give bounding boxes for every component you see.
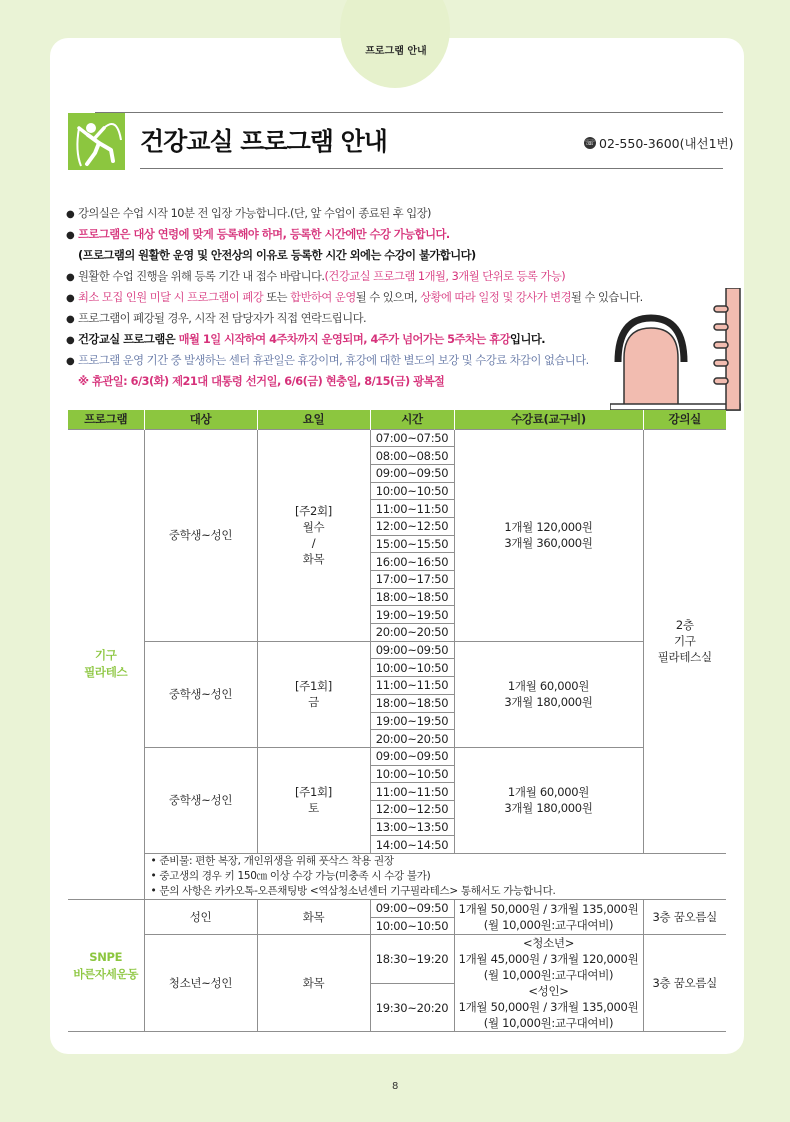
- time-cell: 16:00~16:50: [370, 553, 454, 571]
- time-cell: 17:00~17:50: [370, 571, 454, 589]
- phone-icon: ☏: [584, 138, 595, 147]
- header-target: 대상: [144, 410, 257, 429]
- room-cell: 3층 꿈오름실: [643, 900, 726, 935]
- bullet-icon: ●: [66, 335, 75, 346]
- notice-item: [66, 248, 726, 269]
- target-cell: 중학생~성인: [144, 641, 257, 747]
- notice-text: 프로그램이 폐강될 경우, 시작 전 담당자가 직접 연락드립니다.: [78, 312, 367, 325]
- program-pilates: [68, 429, 144, 900]
- notice-text: 건강교실 프로그램은: [78, 333, 179, 346]
- notice-text: 최소 모집 인원 미달 시 프로그램이 폐강: [78, 291, 264, 304]
- text-line: /: [311, 536, 316, 551]
- text-line: 3개월 180,000원: [504, 801, 593, 816]
- bullet-icon: ●: [66, 293, 75, 304]
- text-line: 1개월 120,000원: [504, 520, 593, 535]
- time-cell: 14:00~14:50: [370, 836, 454, 854]
- header-days: 요일: [257, 410, 370, 429]
- time-cell: 09:00~09:50: [370, 900, 454, 918]
- notice-text: 될 수 있습니다.: [571, 291, 643, 304]
- text-line: [주1회]: [294, 785, 332, 800]
- time-cell: 12:00~12:50: [370, 800, 454, 818]
- header-room: 강의실: [643, 410, 726, 429]
- phone-number: 02-550-3600(내선1번): [599, 136, 734, 151]
- notice-text: (건강교실 프로그램 1개월, 3개월 단위로 등록 가능): [324, 270, 566, 283]
- text-line: • 준비물: 편한 복장, 개인위생을 위해 풋삭스 착용 권장: [150, 855, 394, 867]
- time-cell: 09:00~09:50: [370, 464, 454, 482]
- time-cell: 19:00~19:50: [370, 712, 454, 730]
- notice-item: [66, 269, 726, 290]
- table-row: [68, 900, 726, 918]
- footnote-row: [68, 854, 726, 900]
- notice-text: 될 수 있으며,: [355, 291, 421, 304]
- notice-text: 상황에 따라 일정 및 강사가 변경: [420, 291, 572, 304]
- schedule-table: [68, 410, 726, 1032]
- fee-cell: [454, 900, 643, 935]
- text-line: 1개월 50,000원 / 3개월 135,000원: [458, 1000, 639, 1015]
- days-cell: 화목: [257, 935, 370, 1032]
- time-cell: 12:00~12:50: [370, 517, 454, 535]
- text-line: 필라테스실: [657, 650, 712, 665]
- text-line: 금: [308, 695, 319, 710]
- text-line: 월수: [302, 520, 325, 535]
- pilates-footnotes: [144, 854, 726, 900]
- bullet-icon: ●: [66, 314, 75, 325]
- bullet-icon: ●: [66, 230, 75, 241]
- notice-item: [66, 227, 726, 248]
- text-line: 바른자세운동: [73, 966, 139, 981]
- header-program: 프로그램: [68, 410, 144, 429]
- notice-text: 입니다.: [510, 333, 546, 346]
- time-cell: 10:00~10:50: [370, 917, 454, 935]
- time-cell: 08:00~08:50: [370, 447, 454, 465]
- text-line: 1개월 60,000원: [507, 785, 590, 800]
- text-line: 1개월 60,000원: [507, 679, 590, 694]
- time-cell: 10:00~10:50: [370, 482, 454, 500]
- page-number: 8: [392, 1081, 399, 1092]
- fee-cell: [454, 429, 643, 641]
- table-row: [68, 935, 726, 984]
- door-wall-illustration: [610, 288, 750, 412]
- bullet-icon: ●: [66, 356, 75, 367]
- text-line: 1개월 50,000원 / 3개월 135,000원: [458, 902, 639, 917]
- phone-contact: [584, 134, 734, 152]
- fee-cell: [454, 747, 643, 853]
- notice-text: 또는: [263, 291, 291, 304]
- text-line: 기구: [673, 634, 696, 649]
- time-cell: 09:00~09:50: [370, 747, 454, 765]
- time-cell: 20:00~20:50: [370, 624, 454, 642]
- text-line: <성인>: [528, 984, 569, 999]
- text-line: (월 10,000원:교구대여비): [483, 968, 614, 983]
- days-cell: [257, 429, 370, 641]
- time-cell: 10:00~10:50: [370, 659, 454, 677]
- time-cell: 19:00~19:50: [370, 606, 454, 624]
- divider-bottom: [140, 168, 723, 169]
- time-cell: 19:30~20:20: [370, 983, 454, 1032]
- time-cell: 11:00~11:50: [370, 783, 454, 801]
- room-cell: [643, 429, 726, 854]
- text-line: • 문의 사항은 카카오톡-오픈채팅방 <역삼청소년센터 기구필라테스> 통해서도 가능합니다.: [150, 885, 556, 897]
- text-line: 필라테스: [84, 665, 128, 680]
- exercise-icon: [68, 113, 125, 170]
- program-snpe: [68, 900, 144, 1032]
- time-cell: 18:00~18:50: [370, 588, 454, 606]
- fee-cell: [454, 641, 643, 747]
- time-cell: 20:00~20:50: [370, 730, 454, 748]
- notice-text: (프로그램의 원활한 운영 및 안전상의 이유로 등록한 시간 외에는 수강이 불가합니다): [78, 249, 476, 262]
- notice-text: 프로그램 운영 기간 중 발생하는 센터 휴관일은 휴강이며, 휴강에 대한 별도의 보강 및 수강료 차감이 없습니다.: [78, 354, 589, 367]
- time-cell: 11:00~11:50: [370, 500, 454, 518]
- text-line: [주2회]: [294, 504, 332, 519]
- text-line: 화목: [302, 552, 325, 567]
- fee-cell: [454, 935, 643, 984]
- page-title: 건강교실 프로그램 안내: [140, 127, 387, 156]
- notice-item: [66, 206, 726, 227]
- table-row: [68, 641, 726, 659]
- target-cell: 성인: [144, 900, 257, 935]
- time-cell: 15:00~15:50: [370, 535, 454, 553]
- text-line: 3개월 360,000원: [504, 536, 593, 551]
- fee-cell: [454, 983, 643, 1032]
- header-fee: 수강료(교구비): [454, 410, 643, 429]
- time-cell: 09:00~09:50: [370, 641, 454, 659]
- divider-top: [95, 112, 723, 113]
- text-line: [주1회]: [294, 679, 332, 694]
- time-cell: 11:00~11:50: [370, 677, 454, 695]
- time-cell: 10:00~10:50: [370, 765, 454, 783]
- room-cell: 3층 꿈오름실: [643, 935, 726, 1032]
- notice-text: 매월 1일 시작하여 4주차까지 운영되며, 4주가 넘어가는 5주차는 휴강: [178, 333, 511, 346]
- text-line: 1개월 45,000원 / 3개월 120,000원: [458, 952, 639, 967]
- target-cell: 중학생~성인: [144, 747, 257, 853]
- target-cell: 청소년~성인: [144, 935, 257, 1032]
- text-line: (월 10,000원:교구대여비): [483, 918, 614, 933]
- text-line: • 중고생의 경우 키 150㎝ 이상 수강 가능(미충족 시 수강 불가): [150, 870, 431, 882]
- text-line: <청소년>: [522, 936, 575, 951]
- time-cell: 18:00~18:50: [370, 694, 454, 712]
- text-line: (월 10,000원:교구대여비): [483, 1016, 614, 1031]
- time-cell: 13:00~13:50: [370, 818, 454, 836]
- text-line: 토: [308, 801, 319, 816]
- notice-text: 프로그램은 대상 연령에 맞게 등록해야 하며, 등록한 시간에만 수강 가능합니다.: [78, 228, 450, 241]
- table-header-row: [68, 410, 726, 429]
- days-cell: [257, 747, 370, 853]
- bullet-icon: ●: [66, 272, 75, 283]
- notice-text: 합반하여 운영: [290, 291, 356, 304]
- time-cell: 18:30~19:20: [370, 935, 454, 984]
- time-cell: 07:00~07:50: [370, 429, 454, 447]
- days-cell: 화목: [257, 900, 370, 935]
- days-cell: [257, 641, 370, 747]
- target-cell: 중학생~성인: [144, 429, 257, 641]
- text-line: 2층: [675, 618, 694, 633]
- text-line: 3개월 180,000원: [504, 695, 593, 710]
- section-tab-label: 프로그램 안내: [365, 46, 427, 57]
- bullet-icon: ●: [66, 209, 75, 220]
- table-row: [68, 429, 726, 447]
- text-line: 기구: [94, 648, 117, 663]
- holiday-note: ※ 휴관일: 6/3(화) 제21대 대통령 선거일, 6/6(금) 현충일, 8/15(금) 광복절: [78, 375, 445, 388]
- text-line: SNPE: [89, 949, 123, 964]
- notice-text: 강의실은 수업 시작 10분 전 입장 가능합니다.(단, 앞 수업이 종료된 후 입장): [78, 207, 431, 220]
- notice-text: 원활한 수업 진행을 위해 등록 기간 내 접수 바랍니다.: [78, 270, 325, 283]
- table-row: [68, 747, 726, 765]
- header-time: 시간: [370, 410, 454, 429]
